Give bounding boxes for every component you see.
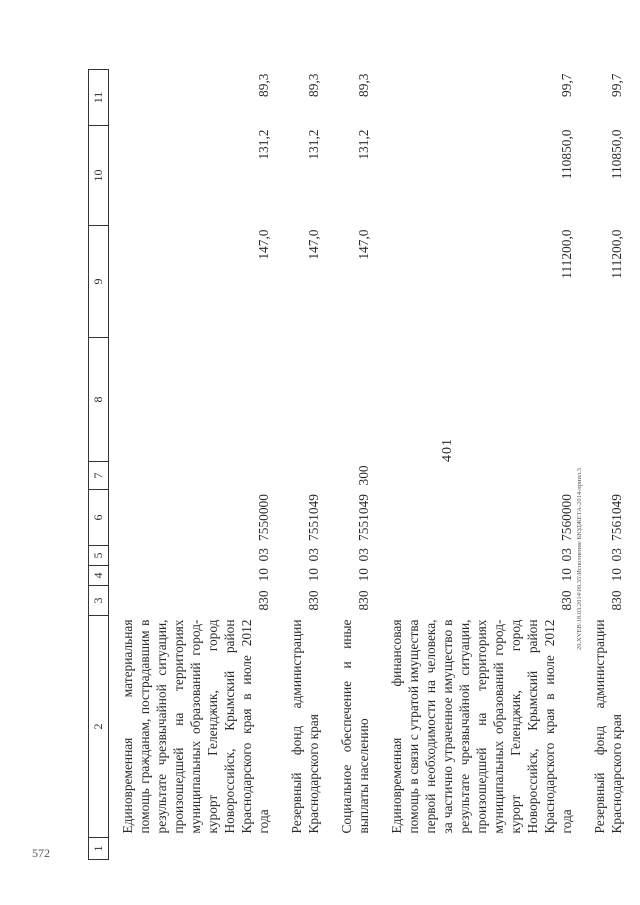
cell-subsection: 03 bbox=[356, 548, 371, 562]
cell-executed: 131,2 bbox=[256, 129, 271, 160]
table-row bbox=[378, 70, 581, 860]
cell-ministry: 830 bbox=[256, 590, 271, 611]
header-cell: 7 bbox=[89, 462, 109, 490]
row-description: Социальное обеспечение и иные выплаты населению bbox=[339, 619, 371, 834]
cell-plan: 111200,0 bbox=[559, 229, 574, 279]
header-cell: 8 bbox=[89, 338, 109, 462]
cell-plan: 147,0 bbox=[356, 229, 371, 260]
cell-target-article: 7560000 bbox=[559, 494, 574, 541]
cell-subsection: 03 bbox=[256, 548, 271, 562]
cell-ministry: 830 bbox=[306, 590, 321, 611]
row-description: Резервный фонд администрации Краснодарского края bbox=[289, 619, 321, 834]
cell-ministry: 830 bbox=[356, 590, 371, 611]
table-row bbox=[581, 70, 631, 860]
cell-target-article: 7561049 bbox=[609, 494, 624, 541]
cell-section: 10 bbox=[559, 568, 574, 582]
cell-target-article: 7551049 bbox=[356, 494, 371, 541]
cell-col8 bbox=[328, 338, 378, 462]
cell-executed: 110850,0 bbox=[609, 129, 624, 180]
footer-file-note: 20.XVEB\18.03.2014\09.35\Исполнение БЮДЖЕТА-2014-приил.3 bbox=[576, 467, 583, 650]
cell-plan: 147,0 bbox=[306, 229, 321, 260]
cell-expense-type bbox=[278, 462, 328, 490]
cell-subsection: 03 bbox=[559, 548, 574, 562]
cell-percent: 89,3 bbox=[356, 73, 371, 97]
cell-executed: 131,2 bbox=[356, 129, 371, 160]
cell-executed: 131,2 bbox=[306, 129, 321, 160]
cell-col8 bbox=[581, 338, 631, 462]
header-cell: 4 bbox=[89, 566, 109, 586]
cell-expense-type: 300 bbox=[356, 465, 371, 486]
cell-col8 bbox=[278, 338, 328, 462]
cell-expense-type bbox=[109, 462, 279, 490]
cell-target-article: 7551049 bbox=[306, 494, 321, 541]
cell-subsection: 03 bbox=[609, 548, 624, 562]
cell-col8 bbox=[109, 338, 279, 462]
row-description: Единовременная материальная помощь гражданам, пострадавшим в результате чрезвычайной ситуации, произошедшей на территориях муниципальных образований город-курорт Геленджик, город Новороссийск, Крымский район Краснодарского края в июле 2012 года bbox=[120, 619, 271, 834]
header-cell: 1 bbox=[89, 838, 109, 860]
cell-expense-type bbox=[581, 462, 631, 490]
cell-expense-type bbox=[378, 462, 581, 490]
table-row bbox=[328, 70, 378, 860]
table-row bbox=[278, 70, 328, 860]
cell-section: 10 bbox=[256, 568, 271, 582]
row-description: Резервный фонд администрации Краснодарского края bbox=[592, 619, 624, 834]
header-cell: 2 bbox=[89, 616, 109, 838]
header-cell: 9 bbox=[89, 226, 109, 338]
cell-plan: 111200,0 bbox=[609, 229, 624, 279]
cell-plan: 147,0 bbox=[256, 229, 271, 260]
header-cell: 10 bbox=[89, 126, 109, 226]
page-number-top: 401 bbox=[440, 438, 455, 462]
cell-ministry: 830 bbox=[559, 590, 574, 611]
cell-ministry: 830 bbox=[609, 590, 624, 611]
header-cell: 3 bbox=[89, 586, 109, 616]
cell-percent: 89,3 bbox=[306, 73, 321, 97]
table-row bbox=[109, 70, 279, 860]
cell-section: 10 bbox=[306, 568, 321, 582]
header-cell: 6 bbox=[89, 490, 109, 546]
header-cell: 11 bbox=[89, 70, 109, 126]
cell-col8 bbox=[378, 338, 581, 462]
cell-target-article: 7550000 bbox=[256, 494, 271, 541]
budget-table-rotated bbox=[88, 70, 624, 860]
table-header-row bbox=[89, 70, 109, 860]
budget-table bbox=[88, 69, 631, 860]
cell-executed: 110850,0 bbox=[559, 129, 574, 180]
cell-percent: 99,7 bbox=[609, 73, 624, 97]
cell-percent: 99,7 bbox=[559, 73, 574, 97]
row-description: Единовременная финансовая помощь в связи с утратой имущества первой необходимости на человека, за частично утраченное имущество в результате чрезвычайной ситуации, произошедшей на территориях муниципальных образований город-курорт Геленджик, город Новороссийск, Крымский район Краснодарского края в июле 2012 года bbox=[389, 619, 574, 834]
page-number-bottom: 572 bbox=[32, 846, 50, 860]
cell-section: 10 bbox=[609, 568, 624, 582]
cell-section: 10 bbox=[356, 568, 371, 582]
cell-percent: 89,3 bbox=[256, 73, 271, 97]
cell-subsection: 03 bbox=[306, 548, 321, 562]
header-cell: 5 bbox=[89, 546, 109, 566]
